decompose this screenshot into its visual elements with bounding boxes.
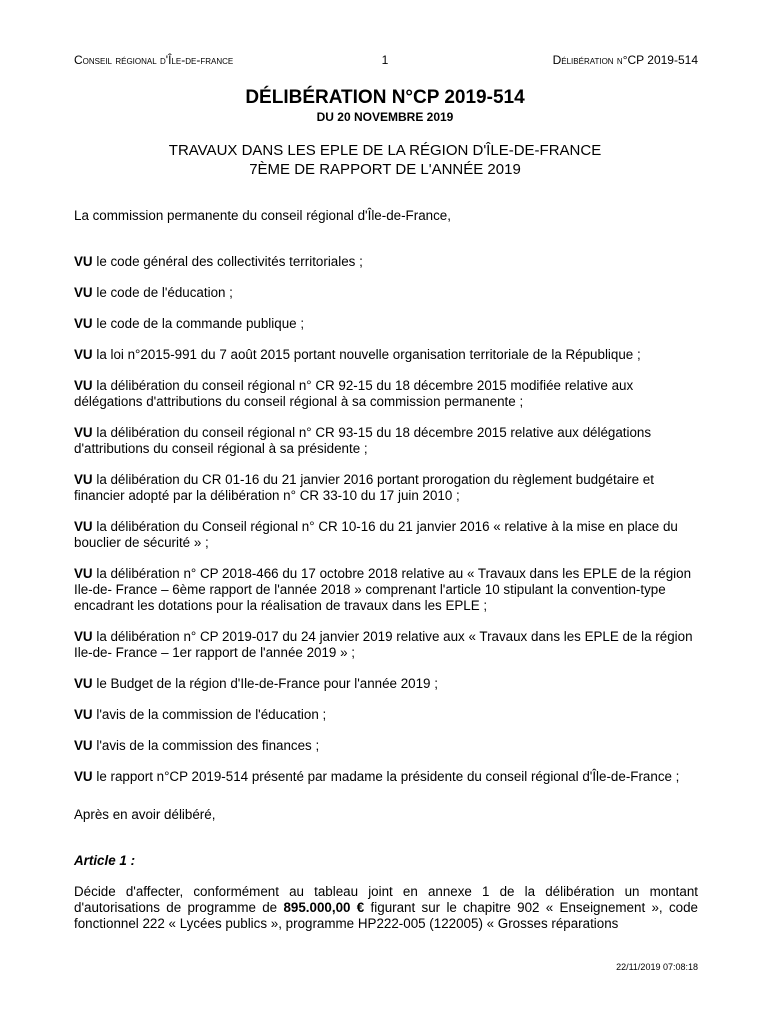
vu-keyword: VU bbox=[74, 519, 93, 534]
vu-keyword: VU bbox=[74, 566, 93, 581]
after-deliberation: Après en avoir délibéré, bbox=[74, 807, 216, 822]
vu-item: VU la délibération du CR 01-16 du 21 janvier 2016 portant prorogation du règlement budgétaire et financier adopté par la délibération n° CR 33-10 du 17 juin 2010 ; bbox=[74, 472, 654, 503]
vu-list bbox=[74, 254, 698, 800]
intro-paragraph: La commission permanente du conseil régional d'Île-de-France, bbox=[74, 208, 451, 223]
header-page-number: 1 bbox=[381, 53, 389, 67]
vu-item: VU le code de l'éducation ; bbox=[74, 285, 233, 300]
vu-item: VU l'avis de la commission des finances ; bbox=[74, 738, 320, 753]
header-reference: Délibération n°CP 2019-514 bbox=[552, 53, 698, 67]
article-1-amount: 895.000,00 € bbox=[283, 900, 365, 915]
vu-item: VU la délibération n° CP 2019-017 du 24 janvier 2019 relative aux « Travaux dans les EPLE de la région Ile-de- France – 1er rapport de l'année 2019 » ; bbox=[74, 629, 693, 660]
vu-item: VU la délibération du Conseil régional n° CR 10-16 du 21 janvier 2016 « relative à la mise en place du bouclier de sécurité » ; bbox=[74, 519, 678, 550]
document-subject bbox=[0, 141, 770, 179]
vu-keyword: VU bbox=[74, 425, 93, 440]
vu-keyword: VU bbox=[74, 738, 93, 753]
vu-item: VU le Budget de la région d'Ile-de-France pour l'année 2019 ; bbox=[74, 676, 438, 691]
document-title: DÉLIBÉRATION N°CP 2019-514 bbox=[245, 87, 525, 108]
vu-item: VU la délibération du conseil régional n° CR 93-15 du 18 décembre 2015 relative aux délégations d'attributions du conseil régional à sa présidente ; bbox=[74, 425, 652, 456]
vu-keyword: VU bbox=[74, 676, 93, 691]
footer-timestamp: 22/11/2019 07:08:18 bbox=[616, 962, 698, 972]
vu-keyword: VU bbox=[74, 769, 93, 784]
vu-item: VU la loi n°2015-991 du 7 août 2015 portant nouvelle organisation territoriale de la République ; bbox=[74, 347, 641, 362]
vu-keyword: VU bbox=[74, 254, 93, 269]
article-1-text: Décide d'affecter, conformément au tableau joint en annexe 1 de la délibération un montant d'autorisations de programme de 895.000,00 € figurant sur le chapitre 902 « Enseignement », code fonctionnel 222 « Lycées publics », programme HP222-005 (122005) « Grosses réparations bbox=[74, 884, 698, 931]
vu-keyword: VU bbox=[74, 285, 93, 300]
subject-line-2: 7ÈME DE RAPPORT DE L'ANNÉE 2019 bbox=[249, 161, 521, 178]
document-date: DU 20 NOVEMBRE 2019 bbox=[316, 110, 454, 124]
vu-keyword: VU bbox=[74, 629, 93, 644]
vu-keyword: VU bbox=[74, 707, 93, 722]
vu-item: VU le code général des collectivités territoriales ; bbox=[74, 254, 363, 269]
vu-keyword: VU bbox=[74, 316, 93, 331]
vu-keyword: VU bbox=[74, 347, 93, 362]
article-1-title: Article 1 : bbox=[74, 853, 136, 868]
vu-item: VU le rapport n°CP 2019-514 présenté par madame la présidente du conseil régional d'Île-de-France ; bbox=[74, 769, 680, 784]
vu-item: VU la délibération n° CP 2018-466 du 17 octobre 2018 relative au « Travaux dans les EPLE de la région Ile-de- France – 6ème rapport de l'année 2018 » comprenant l'article 10 stipulant la convention-type encadrant les dotations pour la réalisation de travaux dans les EPLE ; bbox=[74, 566, 692, 613]
vu-item: VU la délibération du conseil régional n° CR 92-15 du 18 décembre 2015 modifiée relative aux délégations d'attributions du conseil régional à sa commission permanente ; bbox=[74, 378, 634, 409]
subject-line-1: TRAVAUX DANS LES EPLE DE LA RÉGION D'ÎLE-DE-FRANCE bbox=[168, 142, 602, 159]
vu-item: VU le code de la commande publique ; bbox=[74, 316, 305, 331]
header-organization: Conseil régional d'Île-de-france bbox=[74, 53, 234, 67]
vu-item: VU l'avis de la commission de l'éducation ; bbox=[74, 707, 327, 722]
vu-keyword: VU bbox=[74, 378, 93, 393]
vu-keyword: VU bbox=[74, 472, 93, 487]
